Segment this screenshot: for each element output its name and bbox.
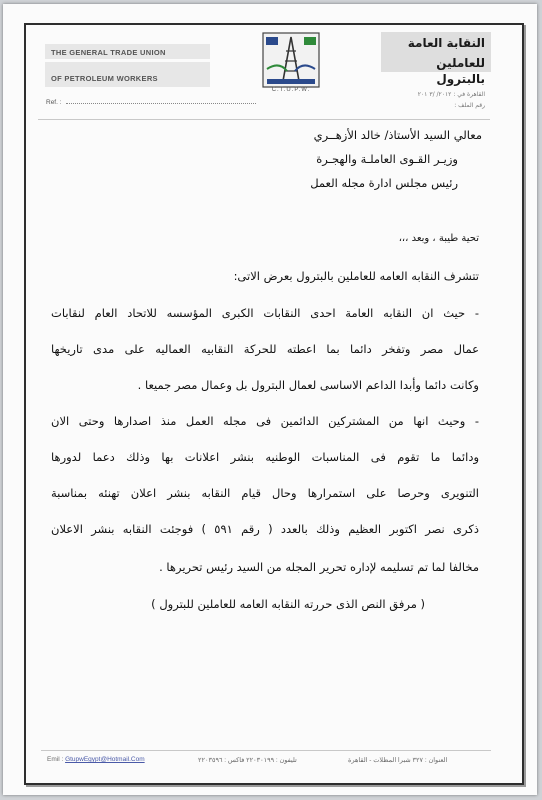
- recipient-line-1: معالي السيد الأستاذ/ خالد الأزهــري: [313, 128, 482, 142]
- date-label: القاهرة في : ٢٠١٢/ /٣ ٢٠١: [417, 91, 485, 98]
- arabic-header-line-1: النقابة العامة: [407, 36, 485, 50]
- document-page: [3, 4, 537, 795]
- email-label: Emil :: [47, 756, 64, 763]
- paragraph-2-line-1: - وحيث انها من المشتركين الدائمين فى مجله العمل منذ اصدارها وحتى الان: [51, 414, 479, 428]
- reference-field: [46, 99, 296, 106]
- paragraph-1-line-3: وكانت دائما وأبدا الداعم الاساسى لعمال البترول بل وعمال مصر جميعا .: [137, 378, 479, 392]
- email-link[interactable]: GtupwEgypt@Hotmail.Com: [65, 756, 145, 763]
- greeting: تحية طيبة ، وبعد ،،،: [398, 233, 479, 244]
- paragraph-2-line-3: التنويرى وحرصا على استمرارها وحال قيام النقابه بنشر اعلان تهنئه بمناسبة: [51, 486, 479, 500]
- arabic-letterhead: [381, 32, 491, 86]
- date-file-block: [377, 89, 485, 111]
- footer-email: [47, 756, 145, 763]
- paragraph-2-line-4: ذكرى نصر اكتوبر العظيم وذلك بالعدد ( رقم ٥٩١ ) فوجئت النقابه بنشر الاعلان: [51, 522, 479, 536]
- english-letterhead: [45, 44, 210, 87]
- paragraph-2-line-2: ودائما ما تقوم فى المناسبات الوطنيه بنشر اعلانات بها وذلك دعما لدورها: [51, 450, 479, 464]
- logo-caption: C.T.U.P.W.: [271, 87, 311, 93]
- english-header-line-1: THE GENERAL TRADE UNION: [51, 48, 166, 57]
- recipient-line-2: وزيـر القـوى العاملـة والهجـرة: [316, 152, 458, 166]
- footer-phone: تليفون : ٢٢٠٣٠١٩٩ فاكس : ٢٢٠٣٥٩٦: [198, 757, 297, 764]
- english-header-line-2: OF PETROLEUM WORKERS: [45, 68, 210, 87]
- file-label: رقم الملف :: [454, 102, 485, 109]
- footer-divider: [41, 750, 491, 751]
- header-divider: [38, 119, 490, 120]
- paragraph-2-line-5: مخالفا لما تم تسليمه لإداره تحرير المجله من السيد رئيس تحريرها .: [159, 560, 479, 574]
- paragraph-1-line-2: عمال مصر وتفخر دائما بما اعطته للحركة النقابيه العماليه على مدى تاريخها: [51, 342, 479, 356]
- paragraph-1-line-1: - حيث ان النقابه العامة احدى النقابات الكبرى المؤسسه للاتحاد العام لنقابات: [51, 306, 479, 320]
- recipient-line-3: رئيس مجلس ادارة مجله العمل: [310, 176, 458, 190]
- ref-label: Ref. :: [46, 99, 62, 106]
- arabic-header-line-2: للعاملين بالبترول: [436, 56, 485, 86]
- intro-line: تتشرف النقابه العامه للعاملين بالبترول بعرض الاتى:: [233, 269, 479, 283]
- footer-address: العنوان : ٣٢٧ شبرا المظلات - القاهرة: [348, 757, 448, 764]
- attachment-note: ( مرفق النص الذى حررته النقابه العامه للعاملين للبترول ): [151, 597, 425, 611]
- union-logo: [261, 31, 321, 89]
